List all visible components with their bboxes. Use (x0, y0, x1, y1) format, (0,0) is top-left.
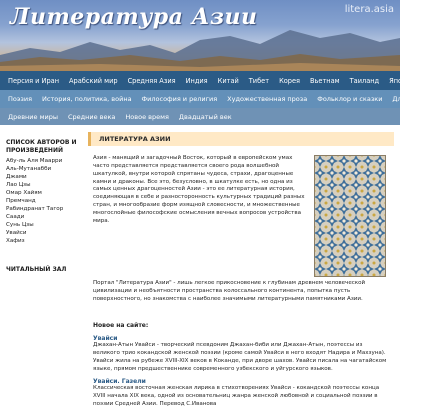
nav-region-thailand[interactable]: Таиланд (349, 76, 380, 85)
author-link[interactable]: Сунь Цзы (6, 222, 34, 228)
author-link[interactable]: Лао Цзы (6, 182, 31, 188)
nav-era-medieval[interactable]: Средние века (67, 112, 116, 121)
nav-genre-folklore[interactable]: Фольклор и сказки (317, 95, 383, 103)
portal-paragraph: Портал "Литература Азии" - лишь легкое прикосновение к глубинам древнем человеческой цивилизации и необъятности пространства колоссального континента, попытка пусть поверхностного, но знакомства с наиболее значимыми литературными памятниками Азии. (93, 280, 366, 302)
site-banner (0, 0, 400, 71)
author-link[interactable]: Саади (6, 214, 25, 220)
nav-eras (0, 108, 400, 125)
nav-genres (0, 90, 429, 108)
sidebar (0, 125, 86, 400)
author-link[interactable]: Омар Хайям (6, 190, 42, 196)
authors-list (6, 157, 63, 245)
nav-region-central-asia[interactable]: Средняя Азия (127, 76, 176, 85)
nav-region-arab[interactable]: Арабский мир (69, 76, 118, 85)
nav-region-japan[interactable]: Япония (389, 76, 415, 85)
nav-era-ancient[interactable]: Древние миры (8, 112, 58, 121)
nav-region-korea[interactable]: Корея (279, 76, 300, 85)
news-section (93, 322, 389, 409)
reading-room-title[interactable]: ЧИТАЛЬНЫЙ ЗАЛ (6, 266, 67, 273)
intro-paragraph: Азия - манящий и загадочный Восток, который в европейском умах часто представляется представляется своего рода волшебной шкатулкой, внутри которой спрятаны чудеса, страхи, драгоценные камни и драконы. Все это, безусловно, в шкатулке есть, но одна из самых ценных драгоценностей Азии - это ее литературная история, соединяющая в себе и разносторонность культурных традиций разных стран, и многообразие форм изящной словесности, и множественные многослойные философские осмысления вечных вопросов устройства мира. (93, 155, 305, 224)
site-domain: litera.asia (344, 4, 394, 15)
nav-era-twentieth[interactable]: Двадцатый век (178, 112, 232, 121)
site-logo[interactable]: Литература Азии (10, 4, 258, 30)
news-title-link[interactable]: Увайси. Газели (93, 378, 146, 386)
author-link[interactable]: Премчанд (6, 198, 36, 204)
news-text: Джахан-Атын Увайси - творческий псевдоним Джахан-биби или Джахан-Атын, поэтессы из великого трио кокандской женской поэзии (кроме самой Увайси в него входят Надира и Махзуна). Увайси жила на рубеже XVIII-XIX веков в Коканде, при дворе шахов. Увайси писала на чагатайском языке, прямом предшественнике современного узбекского и уйгурского языков. (93, 342, 387, 372)
nav-region-persia[interactable]: Персия и Иран (8, 76, 60, 85)
nav-genre-prose[interactable]: Художественная проза (227, 95, 308, 103)
section-title: ЛИТЕРАТУРА АЗИИ (99, 135, 171, 143)
nav-genre-philosophy[interactable]: Философия и религия (141, 95, 218, 103)
authors-title[interactable]: СПИСОК АВТОРОВ И ПРОИЗВЕДЕНИЙ (6, 139, 77, 154)
author-link[interactable]: Джами (6, 174, 27, 180)
news-text: Классическая восточная женская лирика в стихотворениях Увайси - кокандской поэтессы конца XVIII начала XIX века, одной из основательниц жанра женской любовной и социальной поэзии в поэзии Средней Азии. Перевод С.Иванова (93, 385, 380, 408)
news-title-link[interactable]: Увайси (93, 335, 118, 342)
nav-genre-poetry[interactable]: Поэзия (8, 95, 33, 103)
author-link[interactable]: Рабиндранат Тагор (6, 206, 64, 212)
nav-region-china[interactable]: Китай (217, 76, 239, 85)
author-link[interactable]: Абу-ль Аля Маарри (6, 158, 63, 164)
nav-era-modern[interactable]: Новое время (125, 112, 169, 121)
author-link[interactable]: Увайси (6, 230, 27, 236)
main-content (88, 125, 400, 408)
section-header (88, 132, 394, 146)
author-link[interactable]: Аль-Мутанабби (6, 166, 52, 172)
nav-regions (0, 71, 415, 90)
nav-region-tibet[interactable]: Тибет (248, 76, 270, 85)
nav-genre-history[interactable]: История, политика, война (42, 95, 132, 103)
author-link[interactable]: Хафиз (6, 238, 25, 244)
nav-genre-children[interactable]: Для детей (392, 95, 429, 103)
nav-region-india[interactable]: Индия (185, 76, 208, 85)
islamic-tile-icon (314, 155, 386, 277)
new-on-site-heading: Новое на сайте: (93, 322, 149, 329)
nav-region-vietnam[interactable]: Вьетнам (310, 76, 340, 85)
